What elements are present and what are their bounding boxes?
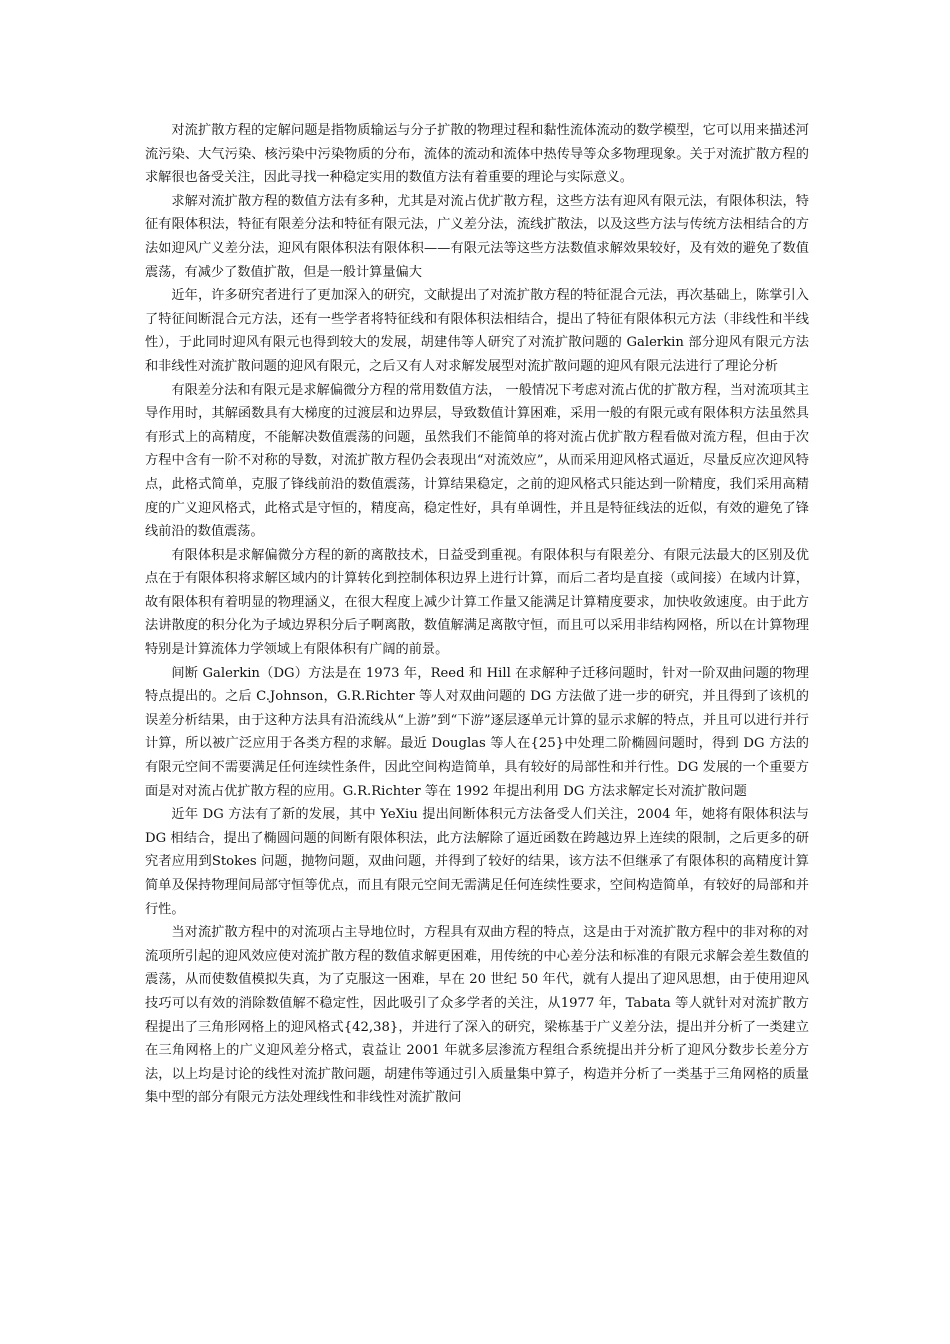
paragraph-3: 近年，许多研究者进行了更加深入的研究，文献提出了对流扩散方程的特征混合元法，再次基础上，陈掌引入了特征间断混合元方法，还有一些学者将特征线和有限体积法相结合，提出了特征有限体积元方法（非线性和半线性），于此同时迎风有限元也得到较大的发展，胡建伟等人研究了对流扩散问题的 Galerkin 部分迎风有限元方法和非线性对流扩散问题的迎风有限元，之后又有人对求解发展型对流扩散问题的迎风有限元法进行了理论分析 (145, 288, 809, 374)
paragraph-2: 求解对流扩散方程的数值方法有多种，尤其是对流占优扩散方程，这些方法有迎风有限元法，有限体积法，特征有限体积法，特征有限差分法和特征有限元法，广义差分法，流线扩散法，以及这些方法与传统方法相结合的方法如迎风广义差分法，迎风有限体积法有限体积——有限元法等这些方法数值求解效果较好，及有效的避免了数值震荡，有减少了数值扩散，但是一般计算量偏大 (145, 193, 809, 280)
paragraph-1: 对流扩散方程的定解问题是指物质输运与分子扩散的物理过程和黏性流体流动的数学模型，它可以用来描述河流污染、大气污染、核污染中污染物质的分布，流体的流动和流体中热传导等众多物理现象。关于对流扩散方程的求解很也备受关注，因此寻找一种稳定实用的数值方法有着重要的理论与实际意义。 (145, 123, 809, 186)
paragraph-5: 有限体积是求解偏微分方程的新的离散技术，日益受到重视。有限体积与有限差分、有限元法最大的区别及优点在于有限体积将求解区域内的计算转化到控制体积边界上进行计算，而后二者均是直接（或间接）在域内计算，故有限体积有着明显的物理涵义，在很大程度上减少计算工作量又能满足计算精度要求，加快收敛速度。由于此方法讲散度的积分化为子域边界积分后子啊离散，数值解满足离散守恒，而且可以采用非结构网格，所以在计算物理特别是计算流体力学领域上有限体积有广阔的前景。 (145, 547, 809, 658)
paragraph-7: 近年 DG 方法有了新的发展，其中 YeXiu 提出间断体积元方法备受人们关注，2004 年，她将有限体积法与 DG 相结合，提出了椭圆问题的间断有限体积法，此方法解除了逼近函数在跨越边界上连续的限制，之后更多的研究者应用到Stokes 问题，抛物问题，双曲问题，并得到了较好的结果，该方法不但继承了有限体积的高精度计算简单及保持物理间局部守恒等优点，而且有限元空间无需满足任何连续性要求，空间构造简单，有较好的局部和并行性。 (145, 807, 809, 917)
paragraph-8: 当对流扩散方程中的对流项占主导地位时，方程具有双曲方程的特点，这是由于对流扩散方程中的非对称的对流项所引起的迎风效应使对流扩散方程的数值求解更困难，用传统的中心差分法和标准的有限元求解会差生数值的震荡，从而使数值模拟失真，为了克服这一困难，早在 20 世纪 50 年代，就有人提出了迎风思想，由于使用迎风技巧可以有效的消除数值解不稳定性，因此吸引了众多学者的关注，从1977 年，Tabata 等人就针对对流扩散方程提出了三角形网格上的迎风格式{42,38}，并进行了深入的研究，梁栋基于广义差分法，提出并分析了一类建立在三角网格上的广义迎风差分格式，袁益让 2001 年就多层渗流方程组合系统提出并分析了迎风分数步长差分方法，以上均是讨论的线性对流扩散问题，胡建伟等通过引入质量集中算子，构造并分析了一类基于三角网格的质量集中型的部分有限元方法处理线性和非线性对流扩散问 (145, 925, 809, 1106)
paragraph-6: 间断 Galerkin（DG）方法是在 1973 年，Reed 和 Hill 在求解种子迁移问题时，针对一阶双曲问题的物理特点提出的。之后 C.Johnson，G.R.Richter 等人对双曲问题的 DG 方法做了进一步的研究，并且得到了该机的误差分析结果，由于这种方法具有沿流线从“上游”到“下游”逐层逐单元计算的显示求解的特点，并且可以进行并行计算，所以被广泛应用于各类方程的求解。最近 Douglas 等人在{25}中处理二阶椭圆问题时，得到 DG 方法的有限元空间不需要满足任何连续性条件，因此空间构造简单，具有较好的局部性和并行性。DG 发展的一个重要方面是对对流占优扩散方程的应用。G.R.Richter 等在 1992 年提出利用 DG 方法求解定长对流扩散问题 (145, 665, 809, 799)
paragraph-4: 有限差分法和有限元是求解偏微分方程的常用数值方法， 一般情况下考虑对流占优的扩散方程，当对流项其主导作用时，其解函数具有大梯度的过渡层和边界层，导致数值计算困难，采用一般的有限元或有限体积方法虽然具有形式上的高精度，不能解决数值震荡的问题，虽然我们不能简单的将对流占优扩散方程看做对流方程，但由于次方程中含有一阶不对称的导数，对流扩散方程仍会表现出“对流效应”，从而采用迎风格式逼近，尽量反应次迎风特点，此格式简单，克服了锋线前沿的数值震荡，计算结果稳定，之前的迎风格式只能达到一阶精度，我们采用高精度的广义迎风格式，此格式是守恒的，精度高，稳定性好，具有单调性，并且是特征线法的近似，有效的避免了锋线前沿的数值震荡。 (145, 382, 809, 540)
document-body (145, 119, 809, 1110)
